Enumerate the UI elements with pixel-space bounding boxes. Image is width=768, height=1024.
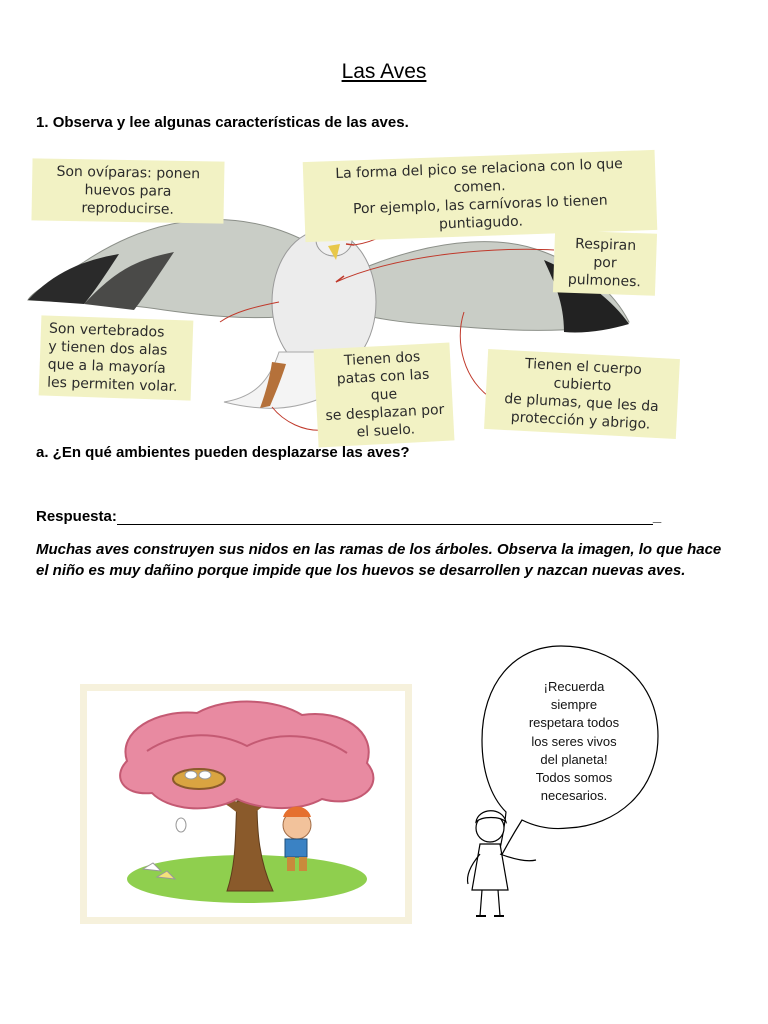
- note-patas: Tienen dos patas con las que se desplazan por el suelo.: [314, 343, 455, 448]
- question-a: a. ¿En qué ambientes pueden desplazarse las aves?: [36, 444, 410, 461]
- answer-line[interactable]: [117, 510, 653, 525]
- question-1: [36, 114, 409, 131]
- note-oviparas: Son ovíparas: ponen huevos para reproducirse.: [31, 158, 224, 223]
- instruction-paragraph: Muchas aves construyen sus nidos en las ramas de los árboles. Observa la imagen, lo que hace el niño es muy dañino porque impide que los huevos se desarrollen y nazcan nuevas aves.: [36, 541, 722, 579]
- answer-end: _: [652, 508, 662, 525]
- tree-illustration-frame: [80, 684, 412, 924]
- page-title: Las Aves: [341, 60, 427, 83]
- note-pulmones: Respiran por pulmones.: [553, 230, 657, 296]
- speech-bubble-text: ¡Recuerda siempre respetara todos los seres vivos del planeta! Todos somos necesarios.: [528, 679, 620, 804]
- note-plumas: Tienen el cuerpo cubierto de plumas, que les da protección y abrigo.: [484, 349, 680, 439]
- note-vertebrados: Son vertebrados y tienen dos alas que a la mayoría les permiten volar.: [39, 315, 194, 400]
- question-text: Observa y lee algunas características de las aves.: [52, 114, 409, 131]
- answer-label: Respuesta:: [36, 508, 117, 525]
- tree-illustration: [87, 691, 405, 917]
- bird-figure: [24, 152, 744, 442]
- answer-row: [36, 508, 666, 525]
- question-number: 1.: [36, 114, 49, 131]
- tree-scene: [87, 691, 405, 917]
- note-pico: La forma del pico se relaciona con lo que comen. Por ejemplo, las carnívoras lo tienen puntiagudo.: [303, 150, 658, 242]
